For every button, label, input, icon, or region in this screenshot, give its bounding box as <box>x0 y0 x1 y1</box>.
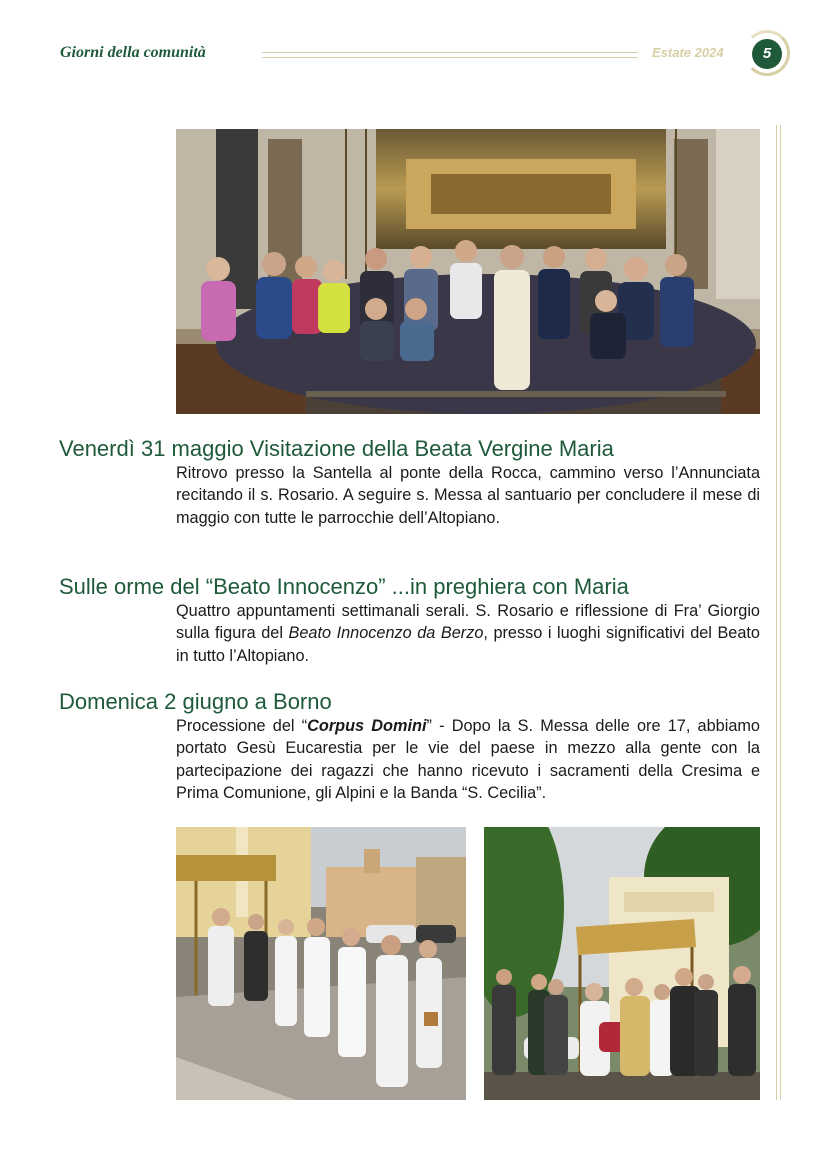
section-text: Quattro appuntamenti settimanali serali. S. Rosario e riflessione di Fra’ Giorgio sulla figura del <box>176 602 760 643</box>
group-photo-sanctuary <box>176 129 760 414</box>
section-heading-beato-innocenzo: Sulle orme del “Beato Innocenzo” ...in preghiera con Maria <box>59 574 629 599</box>
procession-photo-street <box>176 827 466 1100</box>
header-divider <box>262 52 638 58</box>
right-margin-rule <box>776 125 781 1100</box>
section-body-visitazione <box>176 462 760 529</box>
section-text-bold-italic: Corpus Domini <box>307 717 427 735</box>
section-text: ” - Dopo la S. Messa delle ore 17, abbiamo portato Gesù Eucarestia per le vie del paese in mezzo alla gente con la partecipazione dei ragazzi che hanno ricevuto i sacramenti della Cresima e Prima Comunione, gli Alpini e la Banda “S. Cecilia”. <box>176 717 760 802</box>
running-header-title: Giorni della comunità <box>60 44 206 61</box>
section-heading-visitazione: Venerdì 31 maggio Visitazione della Beata Vergine Maria <box>59 436 614 461</box>
page-number: 5 <box>752 39 782 69</box>
section-text: Processione del “ <box>176 717 308 735</box>
section-text: , presso i luoghi significativi del Beato in tutto l’Altopiano. <box>176 624 760 665</box>
section-body-domenica-borno <box>176 715 760 804</box>
section-heading-domenica-borno: Domenica 2 giugno a Borno <box>59 689 332 714</box>
section-body-beato-innocenzo <box>176 600 760 667</box>
section-text: Ritrovo presso la Santella al ponte della Rocca, cammino verso l’Annunciata recitando il s. Rosario. A seguire s. Messa al santuario per concludere il mese di maggio con tutte le parrocchie dell’Altopiano. <box>176 464 760 527</box>
issue-season: Estate 2024 <box>652 45 724 60</box>
procession-photo-canopy <box>484 827 760 1100</box>
section-text-italic: Beato Innocenzo da Berzo <box>288 624 484 643</box>
